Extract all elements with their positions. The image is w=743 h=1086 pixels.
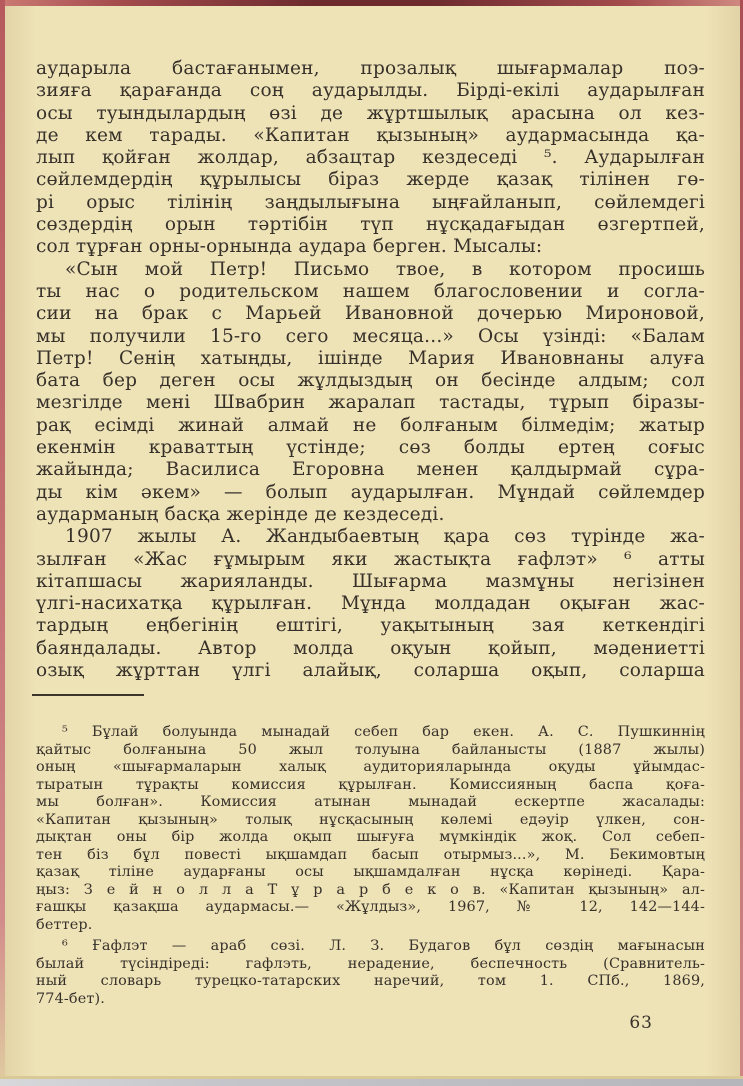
text-line: екенмін краваттың үстінде; сөз болды ертең соғыс [36, 437, 705, 459]
footnote-separator [32, 694, 144, 696]
text-line: «Сын мой Петр! Письмо твое, в котором просишь [65, 258, 705, 280]
text-line: зылған «Жас ғұмырым яки жастықта ғафлэт» ⁶ атты [36, 548, 705, 570]
text-line: қазақ тіліне аударғаны осы ықшамдалған нұсқа көрінеді. Қара- [36, 864, 705, 880]
text-line: аударыла бастағанымен, прозалық шығармалар поэ- [36, 58, 705, 79]
text-line: ный словарь турецко-татарских наречий, том 1. СПб., 1869, [36, 973, 705, 989]
text-line: рақ есімді жинай алмай не болғаным білмедім; жатыр [36, 414, 705, 436]
paragraph [36, 58, 705, 259]
text-line: тен біз бұл повесті ықшамдап басып отырмыз...», М. Бекимовтың [36, 846, 705, 863]
text-line: «Капитан қызының» толық нұсқасының көлемі едәуір үлкен, сон- [36, 811, 705, 828]
paragraph [36, 259, 705, 527]
text-line: ңыз: З е й н о л л а Т ұ р а р б е к о в. «Капитан қызының» ал- [36, 881, 705, 898]
page-number: 63 [629, 1013, 653, 1033]
paragraph [36, 724, 705, 934]
text-line: аударманың басқа жерінде де кездеседі. [36, 503, 445, 525]
text-line: сии на брак с Марьей Ивановной дочерью Мироновой, [36, 303, 705, 325]
text-line: мезгілде мені Швабрин жаралап тастады, тұрып біразы- [36, 392, 705, 414]
text-line: үлгі-насихатқа құрылған. Мұнда молдадан оқыған жас- [36, 593, 705, 615]
text-line: баяндалады. Автор молда оқуын қойып, мәдениетті [36, 637, 705, 659]
text-line: сөздердің орын тәртібін түп нұсқадағыдан өзгертпей, [36, 214, 705, 236]
text-line: ды кім әкем» — болып аударылған. Мұндай сөйлемдер [36, 481, 705, 503]
text-line: былай түсіндіреді: гафлэть, нерадение, беспечность (Сравнитель- [36, 955, 705, 972]
main-text [36, 58, 705, 682]
page-edge-bottom [0, 1079, 743, 1086]
text-line: зияға қарағанда соң аударылды. Бірді-екілі аударылған [36, 80, 705, 102]
text-line: қайтыс болғанына 50 жыл толуына байланысты (1887 жылы) [36, 741, 705, 758]
text-line: сол тұрған орны-орнында аудара берген. Мысалы: [36, 236, 543, 258]
text-line: тыратын тұрақты комиссия құрылған. Комиссияның баспа қоға- [36, 776, 705, 793]
text-line: ғашқы қазақша аудармасы.— «Жұлдыз», 1967, № 12, 142—144- [36, 899, 705, 915]
text-line: сөйлемдердің құрылысы біраз жерде қазақ тілінен гө- [36, 169, 705, 191]
text-line: тардың еңбегінің ештігі, уақытының зая кеткендігі [36, 615, 705, 637]
text-line: дықтан оны бір жолда оқып шығуға мүмкіндік жоқ. Сол себеп- [36, 829, 705, 845]
page-edge-top [0, 0, 743, 6]
text-line: беттер. [36, 916, 93, 933]
text-line: кітапшасы жарияланды. Шығарма мазмұны негізінен [36, 570, 705, 592]
footnotes [36, 724, 705, 1008]
text-line: 774-бет). [36, 990, 106, 1007]
text-line: оның «шығармаларын халық аудиторияларында оқуды ұйымдас- [36, 759, 705, 775]
text-line: рі орыс тілінің заңдылығына ыңғайланып, сөйлемдегі [36, 191, 705, 213]
text-line: Петр! Сенің хатыңды, ішінде Мария Ивановнаны алуға [36, 347, 705, 369]
text-line: мы болған». Комиссия атынан мынадай ескертпе жасалады: [36, 794, 705, 810]
text-line: бата бер деген осы жұлдыздың он бесінде алдым; сол [36, 370, 705, 392]
text-line: озық жұрттан үлгі алайық, соларша оқып, соларша [36, 660, 705, 682]
text-line: ⁵ Бұлай болуында мынадай себеп бар екен. А. С. Пушкиннің [62, 724, 705, 740]
text-line: де кем тарады. «Капитан қызының» аудармасында қа- [36, 124, 705, 146]
text-line: мы получили 15-го сего месяца...» Осы үзінді: «Балам [36, 325, 705, 347]
text-line: лып қойған жолдар, абзацтар кездеседі ⁵. Аударылған [36, 147, 705, 169]
paragraph [36, 526, 705, 682]
text-line: осы туындылардың өзі де жұртшылық арасына ол кез- [36, 102, 705, 124]
text-line: жайында; Василиса Егоровна менен қалдырмай сұра- [36, 459, 705, 481]
paragraph [36, 938, 705, 1008]
page-edge-left [0, 0, 5, 1076]
text-line: 1907 жылы А. Жандыбаевтың қара сөз түрінде жа- [65, 526, 705, 548]
text-line: ⁶ Ғафлэт — араб сөзі. Л. З. Будагов бұл сөздің мағынасын [62, 938, 705, 954]
text-line: ты нас о родительском нашем благословении и согла- [36, 280, 705, 302]
